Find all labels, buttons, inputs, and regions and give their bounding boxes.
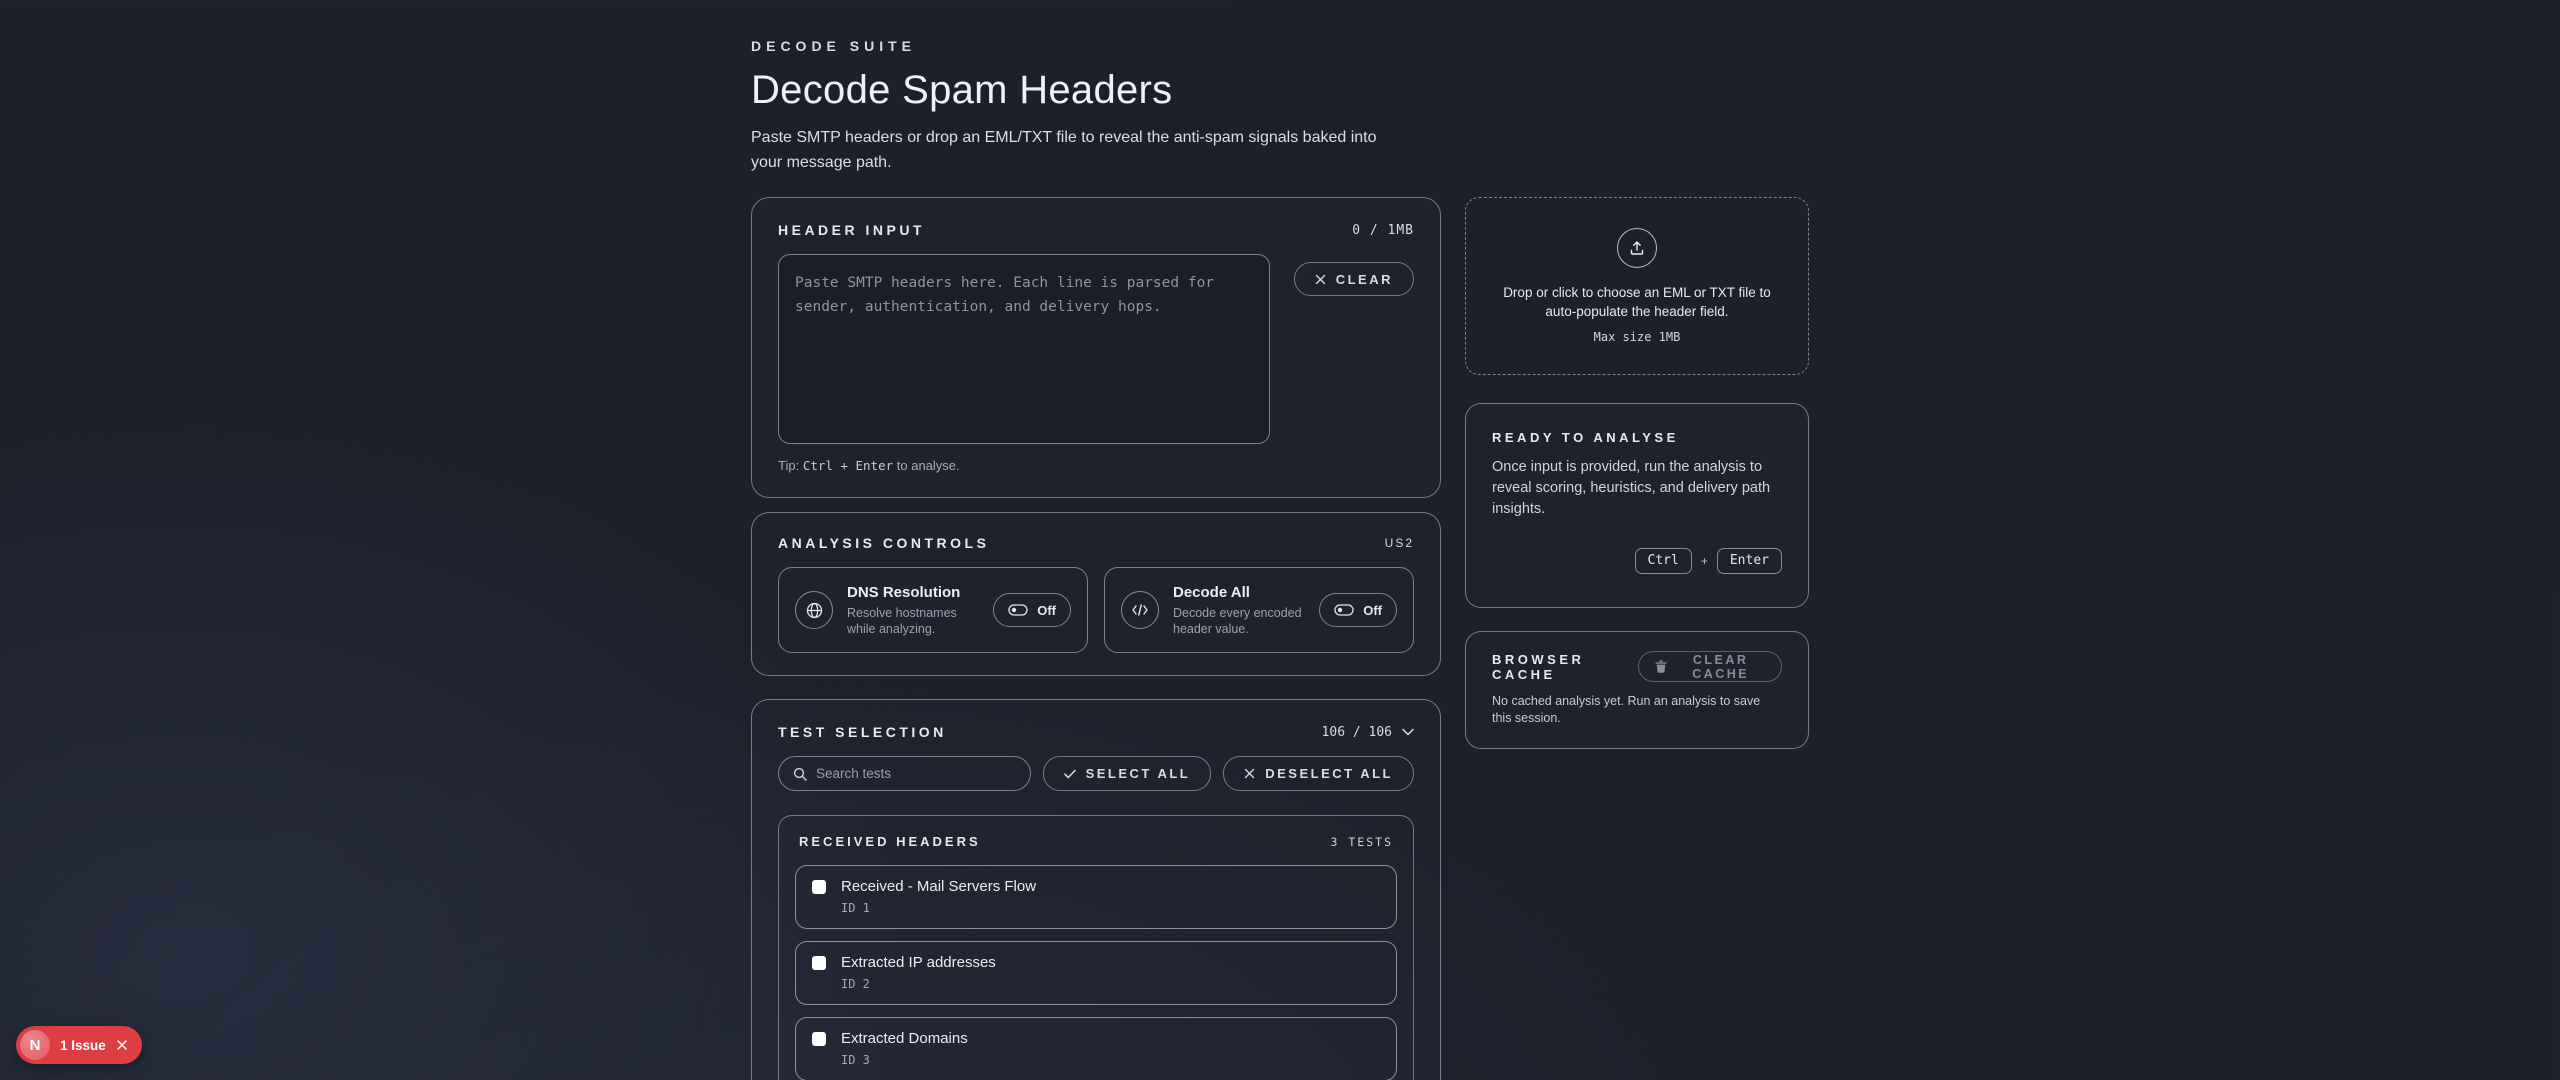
received-headers-count: 3 TESTS: [1330, 834, 1393, 849]
search-input[interactable]: [816, 766, 1016, 781]
search-row: [778, 756, 1414, 791]
toggle-icon: [1334, 604, 1354, 616]
decode-card-text: [1173, 584, 1305, 637]
app-eyebrow: DECODE SUITE: [751, 38, 917, 54]
globe-icon: [795, 591, 833, 629]
cache-panel-body: No cached analysis yet. Run an analysis to save this session.: [1492, 694, 1761, 725]
dns-toggle-button[interactable]: [993, 593, 1071, 627]
page: [751, 0, 1809, 1080]
test-item-extracted-domains[interactable]: [795, 1017, 1397, 1080]
test-item-extracted-ips[interactable]: [795, 941, 1397, 1005]
select-all-label: SELECT ALL: [1085, 766, 1191, 781]
region-badge: US2: [1384, 536, 1414, 550]
chevron-down-icon: [1402, 728, 1414, 736]
test-selection-title: TEST SELECTION: [778, 724, 947, 740]
dev-issue-badge[interactable]: [16, 1026, 142, 1064]
code-icon: [1121, 591, 1159, 629]
test-item-label: Received - Mail Servers Flow: [841, 878, 1037, 895]
header-input-title: HEADER INPUT: [778, 222, 926, 238]
right-column: [1465, 197, 1809, 749]
header-input-head: [778, 222, 1414, 238]
select-all-button[interactable]: [1043, 756, 1212, 791]
page-title: Decode Spam Headers: [751, 68, 1173, 112]
ready-panel: [1465, 403, 1809, 608]
deselect-all-button[interactable]: [1223, 756, 1414, 791]
upload-icon: [1617, 228, 1657, 268]
header-input-textarea[interactable]: [778, 254, 1270, 444]
clear-button[interactable]: [1294, 262, 1414, 296]
close-icon: [1315, 274, 1326, 285]
checkbox-checked[interactable]: [812, 1032, 826, 1046]
received-headers-head: [795, 834, 1397, 849]
issue-count-label: 1 Issue: [60, 1037, 106, 1053]
received-headers-title: RECEIVED HEADERS: [799, 834, 981, 849]
analysis-controls-head: [778, 535, 1414, 551]
file-dropzone[interactable]: [1465, 197, 1809, 375]
dropzone-max-size: Max size 1MB: [1593, 330, 1681, 344]
decode-all-card: [1104, 567, 1414, 653]
checkbox-checked[interactable]: [812, 880, 826, 894]
test-selection-head: [778, 724, 1414, 740]
dns-resolution-card: [778, 567, 1088, 653]
left-column: [751, 197, 1441, 1080]
close-icon: [1244, 768, 1255, 779]
analysis-controls-panel: [751, 512, 1441, 676]
tip-prefix: Tip:: [778, 458, 800, 473]
cache-panel: [1465, 631, 1809, 749]
deselect-all-label: DESELECT ALL: [1265, 766, 1393, 781]
decode-toggle-label: Off: [1363, 602, 1382, 618]
tip-keys: Ctrl + Enter: [802, 458, 894, 473]
page-description: Paste SMTP headers or drop an EML/TXT file to reveal the anti-spam signals baked into your message path.: [751, 129, 1377, 171]
test-item-label: Extracted Domains: [841, 1030, 968, 1047]
test-item-id: ID 1: [841, 901, 870, 915]
clear-cache-label: CLEAR CACHE: [1692, 652, 1750, 681]
received-headers-group: [778, 815, 1414, 1080]
analysis-controls-title: ANALYSIS CONTROLS: [778, 535, 990, 551]
toggle-icon: [1008, 604, 1028, 616]
decode-card-description: Decode every encoded header value.: [1173, 605, 1302, 636]
nextjs-logo-icon: N: [20, 1030, 50, 1060]
test-item-id: ID 3: [841, 1053, 870, 1067]
clear-cache-button[interactable]: [1638, 651, 1782, 682]
ready-panel-title: READY TO ANALYSE: [1492, 430, 1679, 445]
header-size-counter: 0 / 1MB: [1352, 222, 1414, 238]
test-item-label: Extracted IP addresses: [841, 954, 996, 971]
search-box[interactable]: [778, 756, 1031, 791]
test-item-id: ID 2: [841, 977, 870, 991]
tip-suffix: to analyse.: [896, 458, 960, 473]
dns-card-text: [847, 584, 979, 637]
tip-line: [778, 458, 1414, 473]
header-input-row: [778, 254, 1414, 444]
cache-head: [1492, 651, 1782, 682]
control-cards: [778, 567, 1414, 653]
cache-panel-title: BROWSER CACHE: [1492, 651, 1585, 682]
test-selection-panel: [751, 699, 1441, 1080]
test-item-received-flow[interactable]: [795, 865, 1397, 929]
test-counter: 106 / 106: [1321, 724, 1392, 740]
ctrl-key: Ctrl: [1635, 548, 1692, 574]
test-list: [795, 865, 1397, 1080]
test-counter-toggle[interactable]: [1322, 725, 1414, 740]
dns-card-description: Resolve hostnames while analyzing.: [847, 605, 957, 636]
main-columns: [751, 197, 1809, 1080]
checkbox-checked[interactable]: [812, 956, 826, 970]
search-icon: [793, 767, 807, 781]
shortcut-keys: [1492, 548, 1782, 574]
plus-sign: +: [1700, 554, 1708, 568]
dns-card-title: DNS Resolution: [847, 583, 961, 601]
dropzone-text: Drop or click to choose an EML or TXT file to auto-populate the header field.: [1503, 285, 1771, 319]
decode-card-title: Decode All: [1173, 583, 1250, 601]
enter-key: Enter: [1717, 548, 1782, 574]
header-input-panel: [751, 197, 1441, 498]
check-icon: [1064, 769, 1076, 779]
decode-toggle-button[interactable]: [1319, 593, 1397, 627]
ready-panel-body: Once input is provided, run the analysis to reveal scoring, heuristics, and delivery path insights.: [1492, 459, 1771, 517]
dns-toggle-label: Off: [1037, 602, 1056, 618]
trash-icon: [1655, 660, 1667, 673]
close-icon[interactable]: [116, 1039, 128, 1051]
clear-button-label: CLEAR: [1335, 271, 1393, 287]
